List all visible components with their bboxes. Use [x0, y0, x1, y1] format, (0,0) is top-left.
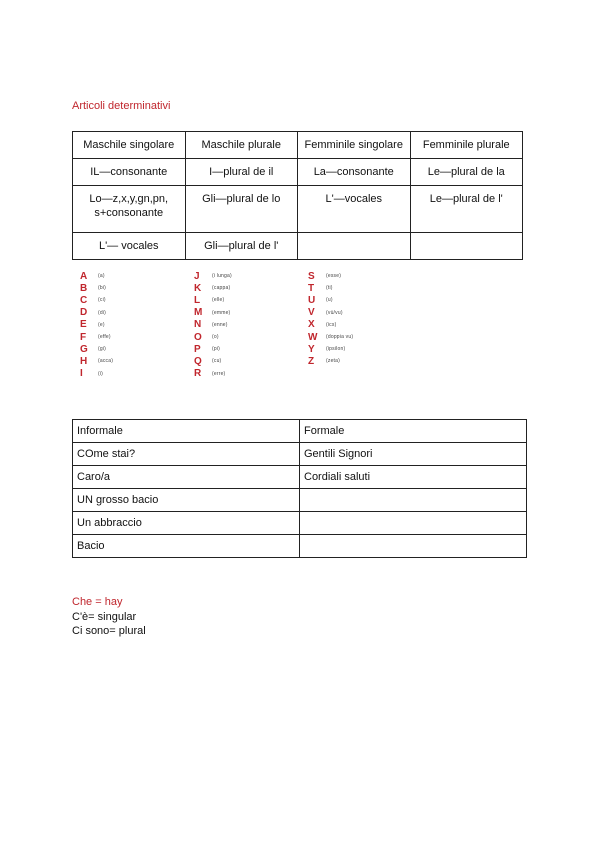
alphabet-pronunciation: (elle): [212, 297, 225, 304]
table-row: [73, 535, 527, 558]
alphabet-entry: [308, 331, 353, 343]
note-line: C'è= singular: [72, 610, 137, 623]
alphabet-letter: G: [80, 343, 88, 355]
alphabet-entry: [80, 270, 113, 282]
table-cell: Le—plural de l': [410, 186, 523, 233]
alphabet-pronunciation: (gi): [98, 346, 107, 353]
alphabet-pronunciation: (ipsilon): [326, 346, 346, 353]
alphabet-chart: [80, 270, 520, 385]
table-cell: Lo—z,x,y,gn,pn, s+consonante: [73, 186, 186, 233]
alphabet-letter: C: [80, 294, 88, 306]
table-cell: Caro/a: [73, 466, 300, 489]
alphabet-letter: V: [308, 307, 315, 319]
alphabet-pronunciation: (pi): [212, 346, 221, 353]
alphabet-pronunciation: (u): [326, 297, 333, 304]
alphabet-letter: K: [194, 282, 202, 294]
table-row: [73, 512, 527, 535]
table-cell: Bacio: [73, 535, 300, 558]
alphabet-entry: [194, 331, 232, 343]
alphabet-pronunciation: (bi): [98, 285, 107, 292]
alphabet-entry: [194, 355, 232, 367]
alphabet-pronunciation: (ics): [326, 321, 337, 328]
alphabet-letter: T: [308, 282, 315, 294]
table-row: [73, 443, 527, 466]
alphabet-letter: Y: [308, 343, 315, 355]
page-title: Articoli determinativi: [72, 100, 171, 112]
alphabet-pronunciation: (ti): [326, 285, 333, 292]
alphabet-entry: [308, 307, 353, 319]
alphabet-letter: D: [80, 307, 88, 319]
alphabet-entry: [194, 294, 232, 306]
table-cell: [410, 233, 523, 260]
alphabet-letter: R: [194, 368, 202, 380]
alphabet-letter: U: [308, 294, 316, 306]
alphabet-entry: [80, 331, 113, 343]
alphabet-pronunciation: (a): [98, 273, 105, 280]
alphabet-letter: N: [194, 319, 202, 331]
alphabet-letter: Z: [308, 355, 315, 367]
alphabet-pronunciation: (doppia vu): [326, 334, 354, 341]
table-cell: I—plural de il: [185, 159, 298, 186]
alphabet-letter: Q: [194, 355, 202, 367]
articoli-table: [72, 131, 523, 260]
alphabet-entry: [80, 343, 113, 355]
alphabet-entry: [308, 294, 353, 306]
header-cell: Maschile singolare: [73, 132, 186, 159]
table-cell: Gli—plural de lo: [185, 186, 298, 233]
alphabet-letter: H: [80, 355, 88, 367]
alphabet-entry: [308, 270, 353, 282]
alphabet-letter: M: [194, 307, 203, 319]
table-header-row: [73, 132, 523, 159]
alphabet-entry: [194, 368, 232, 380]
alphabet-pronunciation: (ci): [98, 297, 106, 304]
table-cell: [300, 535, 527, 558]
alphabet-pronunciation: (enne): [212, 321, 228, 328]
alphabet-pronunciation: (di): [98, 309, 107, 316]
alphabet-letter: L: [194, 294, 201, 306]
table-cell: Cordiali saluti: [300, 466, 527, 489]
alphabet-letter: S: [308, 270, 315, 282]
alphabet-entry: [80, 319, 113, 331]
alphabet-letter: J: [194, 270, 200, 282]
alphabet-entry: [80, 355, 113, 367]
alphabet-pronunciation: (e): [98, 321, 105, 328]
notes-block: [72, 595, 146, 639]
alphabet-entry: [80, 307, 113, 319]
header-cell: Femminile plurale: [410, 132, 523, 159]
table-row: [73, 186, 523, 233]
table-cell: [300, 512, 527, 535]
alphabet-pronunciation: (esse): [326, 273, 342, 280]
alphabet-pronunciation: (acca): [98, 358, 114, 365]
alphabet-pronunciation: (i): [98, 370, 104, 377]
alphabet-entry: [80, 294, 113, 306]
alphabet-pronunciation: (emme): [212, 309, 231, 316]
alphabet-entry: [194, 282, 232, 294]
alphabet-entry: [308, 355, 353, 367]
header-cell: Formale: [300, 420, 527, 443]
alphabet-letter: X: [308, 319, 315, 331]
alphabet-entry: [80, 282, 113, 294]
alphabet-letter: F: [80, 331, 87, 343]
alphabet-entry: [194, 307, 232, 319]
alphabet-column-2: [194, 270, 232, 380]
alphabet-letter: I: [80, 368, 83, 380]
table-row: [73, 466, 527, 489]
alphabet-entry: [308, 319, 353, 331]
table-cell: L'— vocales: [73, 233, 186, 260]
alphabet-pronunciation: (effe): [98, 334, 111, 341]
table-header-row: [73, 420, 527, 443]
alphabet-pronunciation: (o): [212, 334, 219, 341]
table-cell: [300, 489, 527, 512]
table-cell: Le—plural de la: [410, 159, 523, 186]
alphabet-pronunciation: (cu): [212, 358, 222, 365]
alphabet-pronunciation: (cappa): [212, 285, 231, 292]
alphabet-column-3: [308, 270, 353, 368]
alphabet-pronunciation: (erre): [212, 370, 226, 377]
table-cell: [298, 233, 411, 260]
table-cell: Gentili Signori: [300, 443, 527, 466]
table-cell: La—consonante: [298, 159, 411, 186]
header-cell: Maschile plurale: [185, 132, 298, 159]
alphabet-letter: O: [194, 331, 202, 343]
alphabet-pronunciation: (i lunga): [212, 273, 232, 280]
alphabet-letter: W: [308, 331, 318, 343]
table-row: [73, 233, 523, 260]
alphabet-entry: [194, 343, 232, 355]
alphabet-entry: [194, 270, 232, 282]
header-cell: Femminile singolare: [298, 132, 411, 159]
table-cell: L'—vocales: [298, 186, 411, 233]
table-cell: Un abbraccio: [73, 512, 300, 535]
note-line: Che = hay: [72, 596, 123, 608]
alphabet-letter: A: [80, 270, 88, 282]
registro-table: [72, 419, 527, 558]
table-cell: COme stai?: [73, 443, 300, 466]
note-line: Ci sono= plural: [72, 625, 146, 637]
table-cell: IL—consonante: [73, 159, 186, 186]
alphabet-letter: B: [80, 282, 88, 294]
alphabet-entry: [80, 368, 113, 380]
alphabet-entry: [308, 282, 353, 294]
alphabet-column-1: [80, 270, 113, 380]
table-cell: Gli—plural de l': [185, 233, 298, 260]
alphabet-letter: P: [194, 343, 201, 355]
alphabet-pronunciation: (zeta): [326, 358, 340, 365]
table-cell: UN grosso bacio: [73, 489, 300, 512]
alphabet-letter: E: [80, 319, 87, 331]
alphabet-pronunciation: (vù/vu): [326, 309, 343, 316]
alphabet-entry: [308, 343, 353, 355]
table-row: [73, 159, 523, 186]
alphabet-entry: [194, 319, 232, 331]
table-row: [73, 489, 527, 512]
header-cell: Informale: [73, 420, 300, 443]
